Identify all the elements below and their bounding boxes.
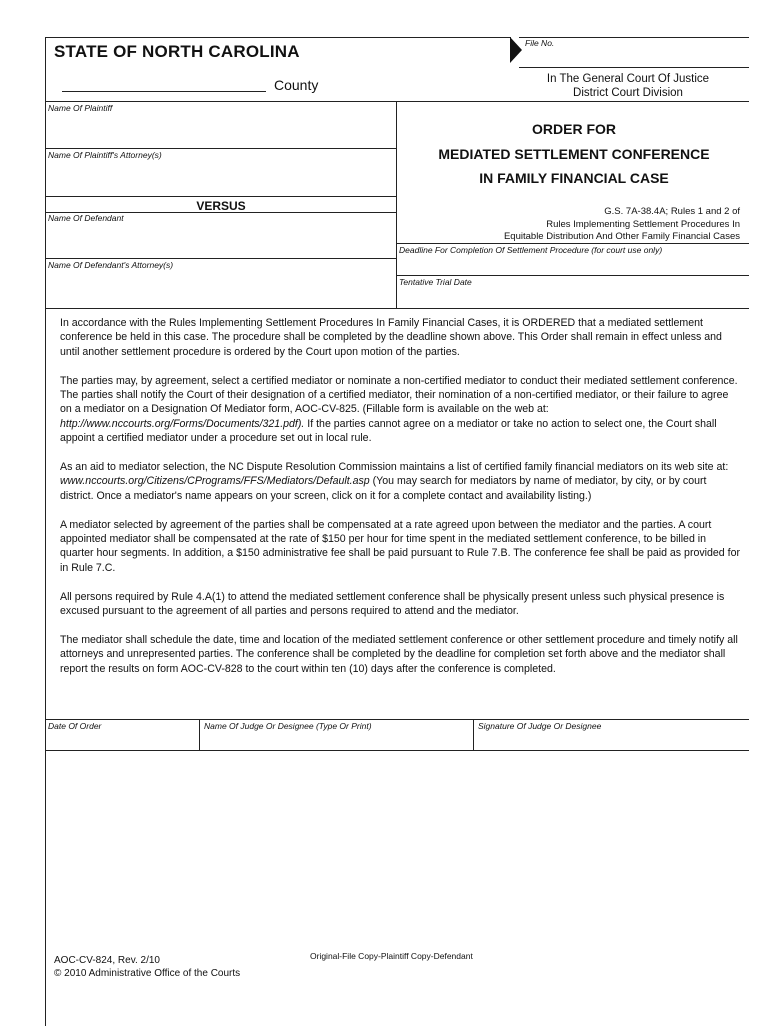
- county-label: County: [274, 77, 319, 93]
- date-of-order-label: Date Of Order: [48, 721, 102, 731]
- forms-link[interactable]: http://www.nccourts.org/Forms/Documents/321.pdf).: [60, 417, 305, 430]
- defendant-field[interactable]: [46, 224, 396, 256]
- p3-text-b: (You may search for mediators by name of mediator, by city, or by court district. Once a mediator's name appears on your screen, click on it for a complete contact and availability listing.): [60, 475, 707, 502]
- trial-date-field[interactable]: [397, 288, 749, 307]
- form-number: AOC-CV-824, Rev. 2/10: [54, 955, 160, 966]
- paragraph-order: In accordance with the Rules Implementing Settlement Procedures In Family Financial Cases, it is ORDERED that a mediated settlement conference be held in this case. The procedure shall be completed by the deadline shown above. This Order shall remain in effect unless and until another settlement procedure is ordered by the Court upon motion of the parties.: [60, 317, 722, 358]
- defendant-divider: [45, 258, 396, 259]
- file-arrow-icon: [510, 37, 522, 63]
- file-no-bottom-line: [519, 67, 749, 68]
- p2-text-b: If the parties cannot agree on a mediator or take no action to select one, the Court shall appoint a certified mediator under a procedure set out in local rule.: [60, 417, 717, 445]
- statute-line-3: Equitable Distribution And Other Family Financial Cases: [503, 231, 740, 242]
- defendant-attorney-label: Name Of Defendant's Attorney(s): [48, 260, 174, 270]
- defendant-label: Name Of Defendant: [48, 213, 124, 223]
- judge-signature-field[interactable]: [474, 732, 748, 749]
- judge-name-label: Name Of Judge Or Designee (Type Or Print): [204, 721, 372, 731]
- trial-date-label: Tentative Trial Date: [399, 277, 472, 287]
- county-input[interactable]: [62, 91, 266, 92]
- paragraph-attendance: All persons required by Rule 4.A(1) to attend the mediated settlement conference shall be physically present unless such physical presence is excused pursuant to the agreement of all parties and persons required to attend and the mediator.: [60, 590, 725, 618]
- order-title-line-2: MEDIATED SETTLEMENT CONFERENCE: [438, 146, 710, 162]
- statute-line-2: Rules Implementing Settlement Procedures In: [546, 218, 740, 230]
- deadline-label: Deadline For Completion Of Settlement Procedure (for court use only): [399, 245, 663, 255]
- plaintiff-divider: [45, 148, 396, 149]
- parties-bottom-line: [45, 308, 749, 309]
- versus-divider: [45, 196, 396, 197]
- statute-reference: [430, 206, 740, 244]
- statute-line-1: G.S. 7A-38.4A; Rules 1 and 2 of: [604, 206, 740, 217]
- plaintiff-field[interactable]: [46, 114, 396, 147]
- form-footer: [54, 954, 240, 980]
- plaintiff-label: Name Of Plaintiff: [48, 103, 113, 113]
- plaintiff-attorney-label: Name Of Plaintiff's Attorney(s): [48, 150, 162, 160]
- trial-date-top-line: [396, 275, 749, 276]
- date-of-order-field[interactable]: [46, 732, 198, 749]
- paragraph-mediator-list: [60, 460, 742, 503]
- court-line-1: In The General Court Of Justice: [546, 73, 710, 85]
- plaintiff-attorney-field[interactable]: [46, 161, 396, 195]
- deadline-field[interactable]: [397, 256, 749, 274]
- mediators-link[interactable]: www.nccourts.org/Citizens/CPrograms/FFS/Mediators/Default.asp: [60, 475, 370, 488]
- judge-name-field[interactable]: [200, 732, 472, 749]
- file-no-label: File No.: [525, 38, 555, 48]
- signature-bottom-line: [45, 750, 749, 751]
- court-division: [508, 72, 748, 100]
- signature-top-line: [45, 719, 749, 720]
- defendant-attorney-field[interactable]: [46, 271, 396, 307]
- paragraph-scheduling: The mediator shall schedule the date, time and location of the mediated settlement conference or other settlement procedure and timely notify all attorneys and unrepresented parties. The conference shall be completed by the deadline for completion set forth above and the mediator shall report the results on form AOC-CV-828 to the court within ten (10) days after the conference is completed.: [60, 633, 738, 675]
- paragraph-compensation: A mediator selected by agreement of the parties shall be compensated at a rate agreed upon between the mediator and the parties. A court appointed mediator shall be compensated at the rate of $150 per hour for time spent in the mediated settlement conference, to be billed in quarter hour segments. In addition, a $150 administrative fee shall be paid pursuant to Rule 7.B. The conference fee shall be paid as provided for in Rule 7.C.: [60, 518, 740, 574]
- order-title-line-3: IN FAMILY FINANCIAL CASE: [479, 170, 669, 186]
- parties-right-divider: [396, 101, 397, 308]
- copyright: © 2010 Administrative Office of the Courts: [54, 968, 241, 979]
- state-title: STATE OF NORTH CAROLINA: [54, 42, 300, 61]
- p3-text-a: As an aid to mediator selection, the NC Dispute Resolution Commission maintains a list of certified family financial mediators on its web site at:: [60, 461, 729, 474]
- order-body: [60, 316, 742, 690]
- court-line-2: District Court Division: [573, 87, 683, 99]
- judge-signature-label: Signature Of Judge Or Designee: [478, 721, 602, 731]
- versus-label: VERSUS: [196, 199, 246, 213]
- header-divider: [45, 101, 749, 102]
- order-title-line-1: ORDER FOR: [532, 121, 616, 137]
- deadline-top-line: [396, 243, 749, 244]
- paragraph-mediator-selection: [60, 374, 742, 446]
- copy-distribution: Original-File Copy-Plaintiff Copy-Defendant: [310, 951, 473, 961]
- frame-top-line: [45, 37, 511, 38]
- p2-text-a: The parties may, by agreement, select a certified mediator or nominate a non-certified mediator to conduct their mediated settlement conference. The parties shall notify the Court of their designation of a certified mediator, their nomination of a non-certified mediator, or their failure to agree on a mediator on a Designation Of Mediator form, AOC-CV-825. (Fillable form is available on the web at:: [60, 374, 738, 416]
